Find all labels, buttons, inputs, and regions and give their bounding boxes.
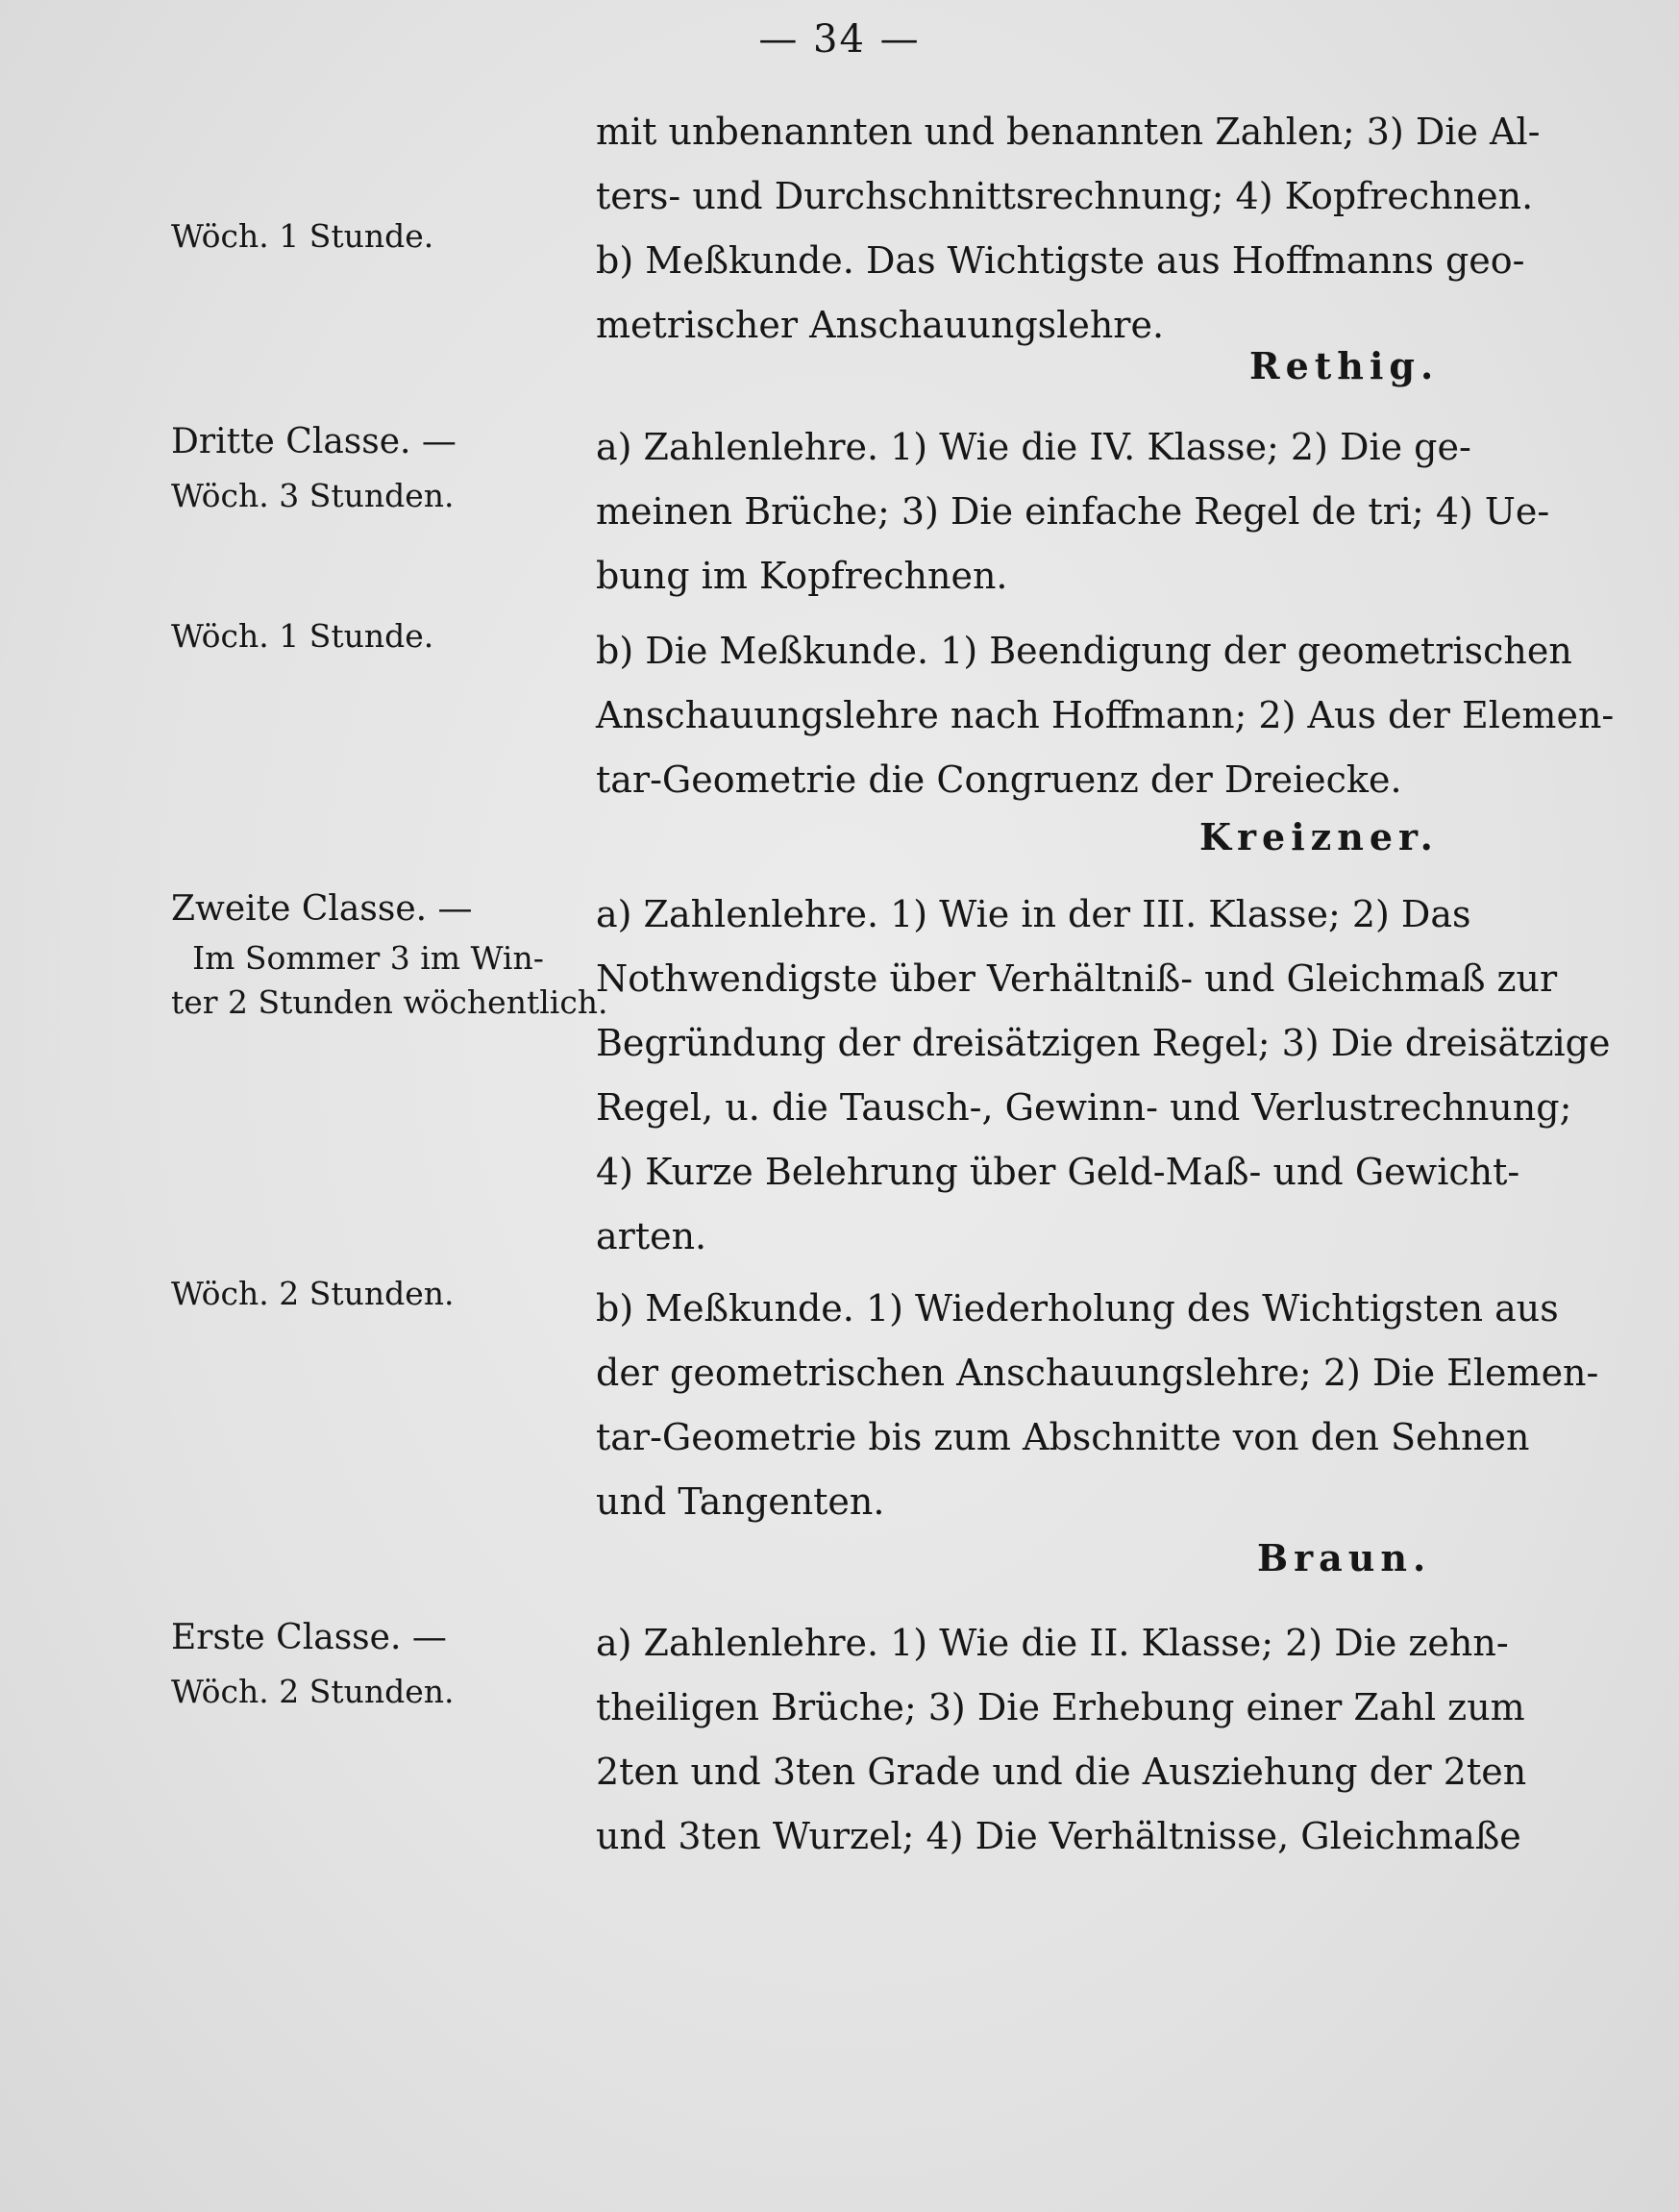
text-line: metrischer Anschauungslehre. (596, 304, 1165, 346)
author-name: Rethig. (1249, 344, 1440, 387)
text-line: der geometrischen Anschauungslehre; 2) Die Elemen- (596, 1352, 1599, 1394)
block-text (596, 100, 1595, 229)
text-line: a) Zahlenlehre. 1) Wie die IV. Klasse; 2) Die ge- (596, 426, 1471, 468)
text-line: a) Zahlenlehre. 1) Wie in der III. Klasse; 2) Das (596, 893, 1471, 935)
block-text (596, 229, 1595, 358)
hours-label: ter 2 Stunden wöchentlich. (171, 983, 608, 1021)
text-line: mit unbenannten und benannten Zahlen; 3) Die Al- (596, 111, 1541, 153)
class-label: Erste Classe. — (171, 1618, 447, 1657)
block-text (596, 1611, 1595, 1869)
text-line: Regel, u. die Tausch-, Gewinn- und Verlustrechnung; (596, 1086, 1572, 1129)
block-text (596, 619, 1615, 812)
block-label (171, 415, 604, 523)
text-line: b) Meßkunde. 1) Wiederholung des Wichtigsten aus (596, 1287, 1559, 1330)
text-line: tar-Geometrie die Congruenz der Dreiecke. (596, 758, 1402, 801)
page-number: — 34 — (758, 17, 921, 62)
text-line: arten. (596, 1215, 707, 1257)
text-line: meinen Brüche; 3) Die einfache Regel de tri; 4) Ue- (596, 490, 1550, 533)
text-line: b) Die Meßkunde. 1) Beendigung der geometrischen (596, 630, 1572, 672)
text-line: Begründung der dreisätzigen Regel; 3) Die dreisätzige (596, 1022, 1611, 1064)
block-label (171, 1611, 604, 1719)
text-line: und 3ten Wurzel; 4) Die Verhältnisse, Gleichmaße (596, 1815, 1521, 1857)
text-line: 2ten und 3ten Grade und die Ausziehung der 2ten (596, 1751, 1527, 1793)
class-label: Dritte Classe. — (171, 422, 457, 461)
text-line: a) Zahlenlehre. 1) Wie die II. Klasse; 2) Die zehn- (596, 1622, 1509, 1664)
author-name: Braun. (1257, 1536, 1432, 1579)
block-text (596, 882, 1611, 1269)
text-line: bung im Kopfrechnen. (596, 555, 1008, 597)
hours-label: Wöch. 2 Stunden. (171, 1673, 455, 1710)
block-text (596, 415, 1595, 609)
block-label (171, 210, 604, 263)
text-line: und Tangenten. (596, 1480, 885, 1523)
text-line: ters- und Durchschnittsrechnung; 4) Kopfrechnen. (596, 175, 1534, 217)
block-label (171, 1267, 604, 1321)
text-line: Nothwendigste über Verhältniß- und Gleichmaß zur (596, 957, 1558, 1000)
block-text (596, 1277, 1599, 1534)
hours-label: Wöch. 3 Stunden. (171, 477, 455, 514)
text-line: tar-Geometrie bis zum Abschnitte von den Sehnen (596, 1416, 1530, 1458)
text-line: theiligen Brüche; 3) Die Erhebung einer Zahl zum (596, 1686, 1525, 1728)
hours-label: Wöch. 1 Stunde. (171, 217, 434, 255)
block-label (171, 882, 608, 1025)
author-name: Kreizner. (1199, 815, 1439, 858)
hours-label: Wöch. 2 Stunden. (171, 1275, 455, 1312)
block-label (171, 609, 604, 663)
class-label: Zweite Classe. — (171, 889, 473, 929)
text-line: b) Meßkunde. Das Wichtigste aus Hoffmanns geo- (596, 239, 1525, 282)
hours-label: Wöch. 1 Stunde. (171, 617, 434, 655)
text-line: 4) Kurze Belehrung über Geld-Maß- und Gewicht- (596, 1151, 1520, 1193)
hours-label: Im Sommer 3 im Win- (192, 939, 544, 977)
text-line: Anschauungslehre nach Hoffmann; 2) Aus der Elemen- (596, 694, 1615, 736)
